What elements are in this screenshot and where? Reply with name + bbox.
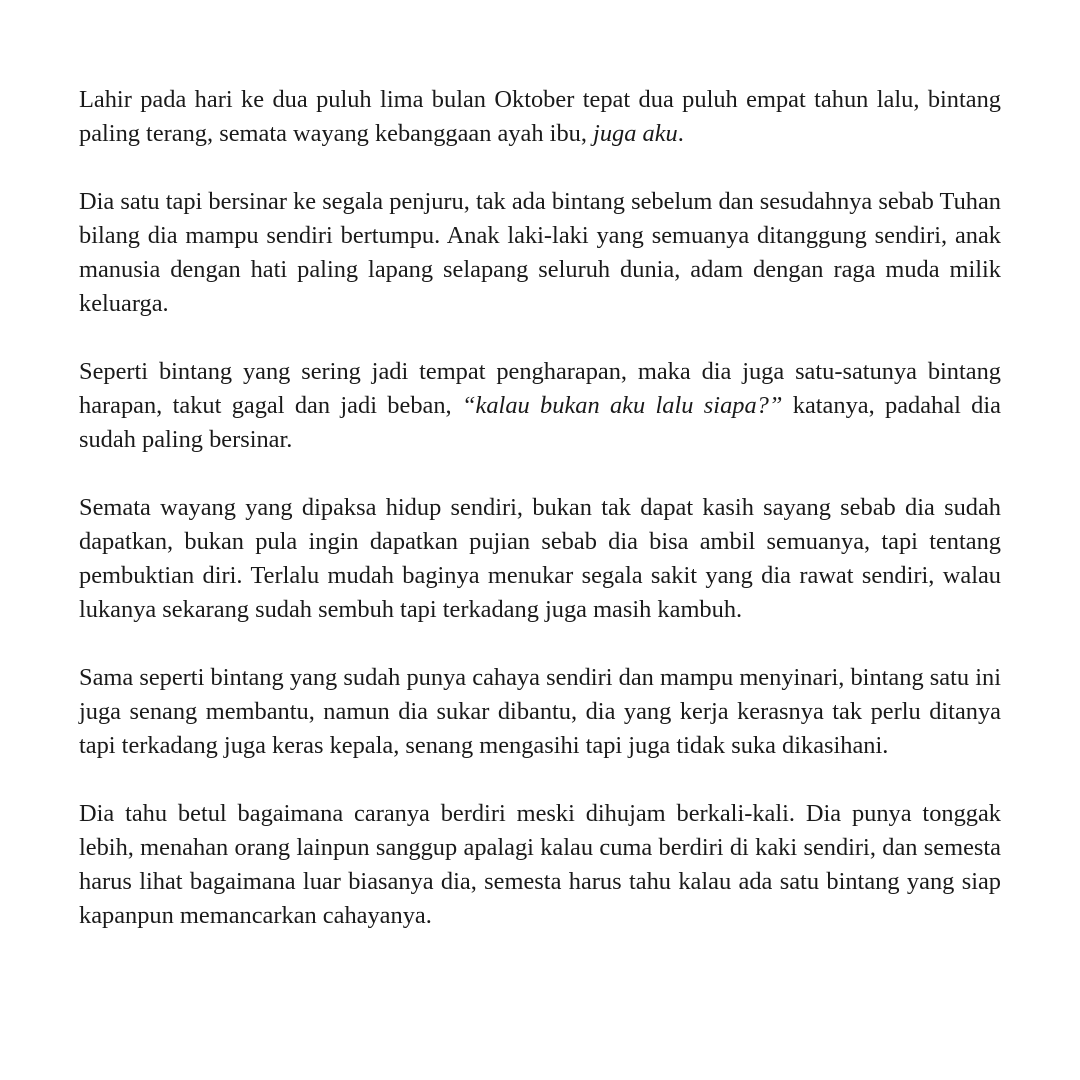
paragraph-4: Semata wayang yang dipaksa hidup sendiri, bukan tak dapat kasih sayang sebab dia sudah dapatkan, bukan pula ingin dapatkan pujian sebab dia bisa ambil semuanya, tapi tentang pembuktian diri. Terlalu mudah baginya menukar segala sakit yang dia rawat sendiri, walau lukanya sekarang sudah sembuh tapi terkadang juga masih kambuh. bbox=[79, 494, 1001, 623]
paragraph-2: Dia satu tapi bersinar ke segala penjuru, tak ada bintang sebelum dan sesudahnya sebab Tuhan bilang dia mampu sendiri bertumpu. Anak laki-laki yang semuanya ditanggung sendiri, anak manusia dengan hati paling lapang selapang seluruh dunia, adam dengan raga muda milik keluarga. bbox=[79, 188, 1001, 317]
paragraph-1-italic: juga aku bbox=[593, 120, 678, 147]
paragraph-1 bbox=[79, 83, 1001, 151]
paragraph-1-end: . bbox=[677, 120, 684, 147]
paragraph-3-italic-quote: “kalau bukan aku lalu siapa?” bbox=[461, 392, 783, 419]
paragraph-3 bbox=[79, 355, 1001, 457]
poem-text-page bbox=[79, 83, 1001, 933]
paragraph-6: Dia tahu betul bagaimana caranya berdiri meski dihujam berkali-kali. Dia punya tonggak lebih, menahan orang lainpun sanggup apalagi kalau cuma berdiri di kaki sendiri, dan semesta harus lihat bagaimana luar biasanya dia, semesta harus tahu kalau ada satu bintang yang siap kapanpun memancarkan cahayanya. bbox=[79, 800, 1001, 929]
paragraph-5: Sama seperti bintang yang sudah punya cahaya sendiri dan mampu menyinari, bintang satu ini juga senang membantu, namun dia sukar dibantu, dia yang kerja kerasnya tak perlu ditanya tapi terkadang juga keras kepala, senang mengasihi tapi juga tidak suka dikasihani. bbox=[79, 664, 1001, 759]
paragraph-3-end: katanya, padahal dia sudah paling bersinar. bbox=[79, 392, 1001, 453]
paragraph-3-text: Seperti bintang yang sering jadi tempat pengharapan, maka dia juga satu-satunya bintang harapan, takut gagal dan jadi beban, bbox=[79, 358, 1001, 419]
paragraph-1-text: Lahir pada hari ke dua puluh lima bulan Oktober tepat dua puluh empat tahun lalu, bintang paling terang, semata wayang kebanggaan ayah ibu, bbox=[79, 86, 1001, 147]
